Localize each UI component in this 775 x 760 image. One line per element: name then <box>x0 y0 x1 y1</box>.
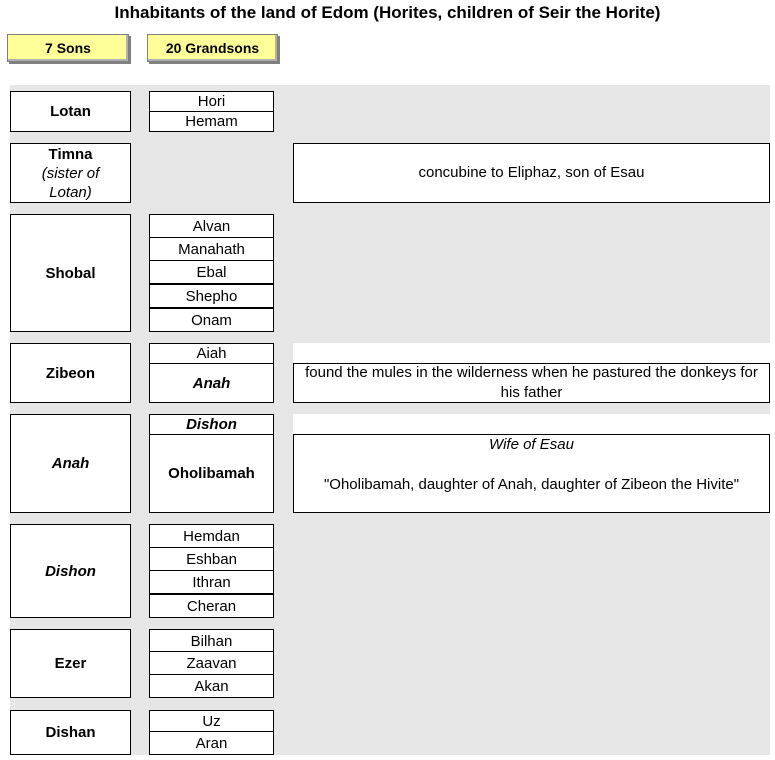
grandson-ithran: Ithran <box>149 570 274 594</box>
grandson-uz: Uz <box>149 710 274 732</box>
note-spacer <box>293 414 770 434</box>
grandson-hemam: Hemam <box>149 111 274 132</box>
son-ezer: Ezer <box>10 629 131 698</box>
grandsons-count-badge: 20 Grandsons <box>147 34 278 62</box>
note-anah-son: found the mules in the wilderness when he pastured the donkeys for his father <box>293 363 770 403</box>
grandson-oholibamah: Oholibamah <box>149 434 274 513</box>
son-timna-name: Timna <box>48 145 93 163</box>
grandson-dishon: Dishon <box>149 414 274 435</box>
grandson-hemdan: Hemdan <box>149 524 274 548</box>
grandson-manahath: Manahath <box>149 237 274 261</box>
page-title: Inhabitants of the land of Edom (Horites, children of Seir the Horite) <box>114 3 661 22</box>
note-timna: concubine to Eliphaz, son of Esau <box>293 143 770 203</box>
note-oholibamah <box>293 434 770 513</box>
son-lotan: Lotan <box>10 91 131 132</box>
grandson-aran: Aran <box>149 731 274 755</box>
son-timna-note: (sister of Lotan) <box>41 164 100 201</box>
grandson-anah: Anah <box>149 363 274 403</box>
sons-count-badge: 7 Sons <box>7 34 129 62</box>
grandson-hori: Hori <box>149 91 274 112</box>
son-zibeon: Zibeon <box>10 343 131 403</box>
note-oholibamah-title: Wife of Esau <box>489 436 574 453</box>
son-anah: Anah <box>10 414 131 513</box>
grandson-aiah: Aiah <box>149 343 274 364</box>
grandson-eshban: Eshban <box>149 547 274 571</box>
grandson-onam: Onam <box>149 308 274 332</box>
grandson-shepho: Shepho <box>149 284 274 308</box>
note-spacer <box>293 343 770 363</box>
son-shobal: Shobal <box>10 214 131 332</box>
note-oholibamah-quote: "Oholibamah, daughter of Anah, daughter of Zibeon the Hivite" <box>323 476 740 493</box>
grandson-alvan: Alvan <box>149 214 274 238</box>
son-dishon: Dishon <box>10 524 131 618</box>
grandson-bilhan: Bilhan <box>149 629 274 653</box>
son-dishan: Dishan <box>10 710 131 755</box>
grandson-cheran: Cheran <box>149 594 274 618</box>
son-timna <box>10 143 131 203</box>
grandson-akan: Akan <box>149 674 274 698</box>
grandson-zaavan: Zaavan <box>149 651 274 675</box>
grandson-ebal: Ebal <box>149 260 274 284</box>
